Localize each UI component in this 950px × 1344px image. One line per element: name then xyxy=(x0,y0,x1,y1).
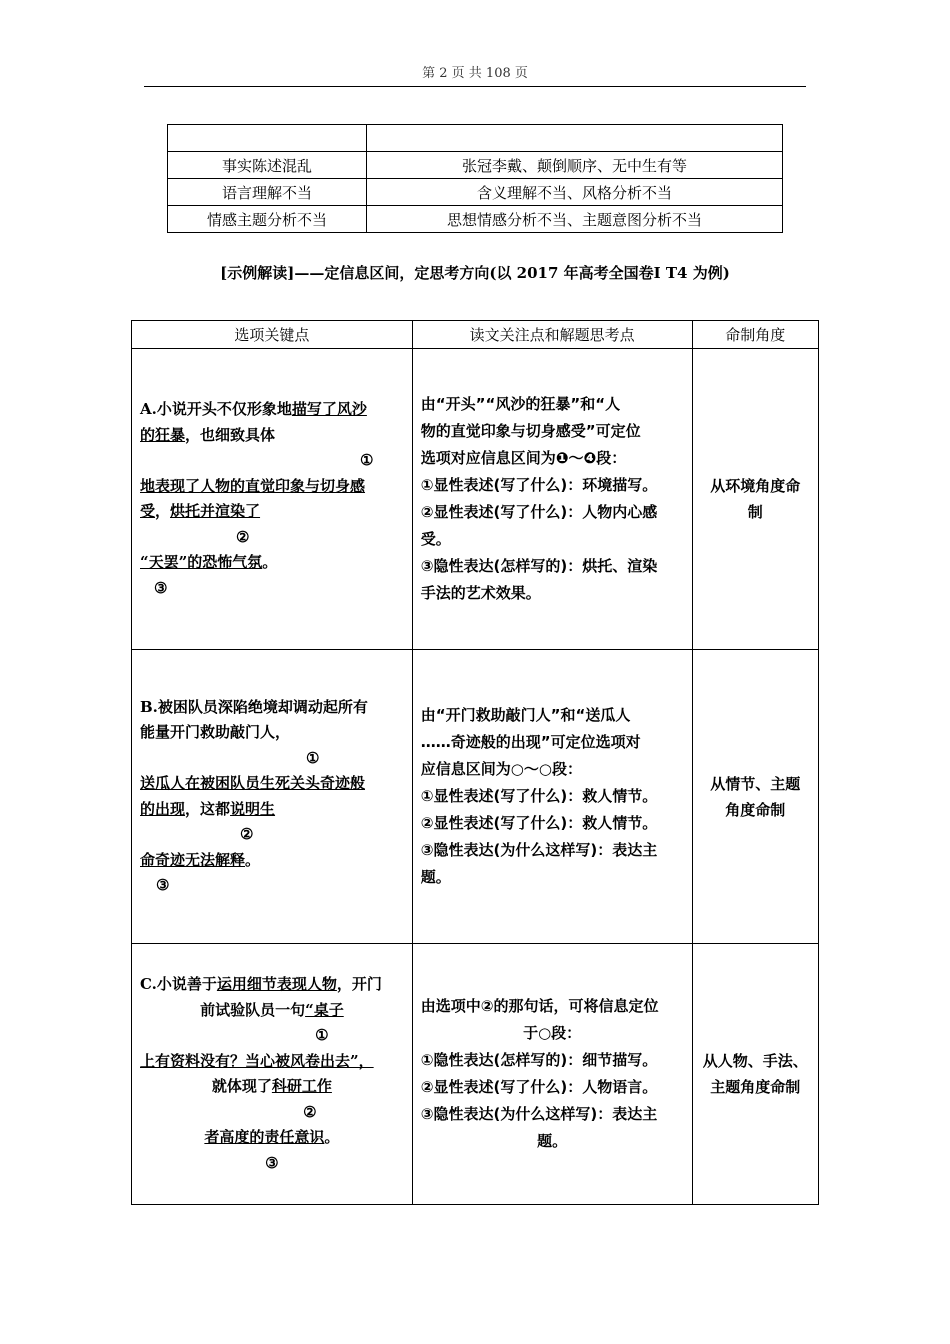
table-row xyxy=(168,206,783,233)
column-header: 读文关注点和解题思考点 xyxy=(412,321,692,349)
marker-number: ② xyxy=(303,1102,317,1121)
marker-number: ② xyxy=(236,527,250,546)
table-row xyxy=(132,349,819,650)
table-cell xyxy=(168,125,367,152)
option-text: 命奇迹无法解释 xyxy=(140,850,246,869)
angle-line: 主题角度命制 xyxy=(710,1078,801,1096)
option-text: 的狂暴 xyxy=(140,425,186,444)
marker-number: ③ xyxy=(154,578,168,597)
analysis-line: ①显性表述(写了什么)：救人情节。 xyxy=(420,787,658,805)
table-cell: 思想情感分析不当、主题意图分析不当 xyxy=(367,206,783,233)
table-cell: 情感主题分析不当 xyxy=(168,206,367,233)
analysis-line: 受。 xyxy=(420,530,451,548)
table-row xyxy=(132,650,819,944)
angle-cell xyxy=(692,650,819,944)
marker-number: ③ xyxy=(156,876,170,894)
angle-cell xyxy=(692,349,819,650)
angle-line: 从情节、主题 xyxy=(710,774,801,793)
analysis-line: ……奇迹般的出现”可定位选项对 xyxy=(420,733,641,751)
option-text: ，这都 xyxy=(185,799,231,818)
option-text: B.被困队员深陷绝境却调动起所有 xyxy=(140,697,368,716)
analysis-line: 由“开门救助敲门人”和“送瓜人 xyxy=(420,706,631,724)
option-text: 烘托并渲染了 xyxy=(170,502,261,520)
option-c-cell xyxy=(132,944,413,1205)
marker-number: ① xyxy=(360,451,374,469)
option-text: 送瓜人在被困队员生死关头奇迹般 xyxy=(140,774,366,792)
marker-number: ② xyxy=(240,825,254,843)
option-text: 说明生 xyxy=(230,799,276,818)
table-row xyxy=(132,944,819,1205)
analysis-line: 应信息区间为○～○段： xyxy=(420,760,582,778)
option-b-cell xyxy=(132,650,413,944)
option-text: ， xyxy=(155,502,171,520)
analysis-line: 由选项中②的那句话，可将信息定位 xyxy=(420,997,659,1015)
analysis-line: 选项对应信息区间为❶～❹段： xyxy=(420,449,627,467)
table-row xyxy=(168,179,783,206)
analysis-line: ③隐性表达(怎样写的)：烘托、渲染 xyxy=(420,557,658,575)
analysis-cell xyxy=(412,944,692,1205)
option-text: 描写了风沙 xyxy=(291,400,367,418)
option-text: 运用细节表现人物 xyxy=(216,975,337,993)
analysis-line: ①显性表述(写了什么)：环境描写。 xyxy=(420,476,658,494)
error-type-table xyxy=(167,124,783,233)
table-cell: 语言理解不当 xyxy=(168,179,367,206)
analysis-line: 题。 xyxy=(537,1132,568,1150)
option-text: 上有资料没有？当心被风卷出去”， xyxy=(140,1051,374,1070)
analysis-cell xyxy=(412,650,692,944)
option-text: 开门救助敲门人， xyxy=(170,723,291,741)
column-header: 选项关键点 xyxy=(132,321,413,349)
option-text: 。 xyxy=(324,1128,340,1146)
option-text: ，也细致具体 xyxy=(185,425,276,444)
angle-line: 从人物、手法、 xyxy=(702,1052,808,1070)
option-text: 科研工作 xyxy=(271,1077,332,1095)
option-text: 。 xyxy=(245,850,261,869)
angle-line: 从环境角度命 xyxy=(710,477,801,495)
option-text: 就体现了 xyxy=(211,1077,272,1095)
analysis-line: 手法的艺术效果。 xyxy=(420,584,541,602)
option-text: “天罢”的恐怖气氛 xyxy=(140,553,263,571)
analysis-cell xyxy=(412,349,692,650)
analysis-line: ③隐性表达(为什么这样写)：表达主 xyxy=(420,841,658,859)
table-cell: 事实陈述混乱 xyxy=(168,152,367,179)
marker-number: ① xyxy=(306,748,320,767)
section-heading: [示例解读]——定信息区间，定思考方向(以 2017 年高考全国卷Ⅰ T4 为例) xyxy=(220,264,730,282)
option-a-cell xyxy=(132,349,413,650)
option-text: “桌子 xyxy=(305,1000,344,1019)
analysis-line: 物的直觉印象与切身感受”可定位 xyxy=(420,422,641,440)
analysis-line: 题。 xyxy=(420,868,451,886)
table-cell xyxy=(367,125,783,152)
option-text: 受 xyxy=(140,502,156,520)
option-text: 能量 xyxy=(140,723,171,741)
option-text: ，开门 xyxy=(336,975,382,993)
table-row xyxy=(168,125,783,152)
table-cell: 含义理解不当、风格分析不当 xyxy=(367,179,783,206)
example-analysis-table xyxy=(131,320,819,1205)
option-text: C.小说善于 xyxy=(140,975,217,993)
angle-cell xyxy=(692,944,819,1205)
analysis-line: 由“开头”“风沙的狂暴”和“人 xyxy=(420,395,621,413)
option-text: A.小说开头不仅形象地 xyxy=(140,400,292,418)
option-text: 。 xyxy=(262,553,278,571)
page-number: 第 2 页 共 108 页 xyxy=(422,66,528,81)
page-header xyxy=(144,62,806,87)
table-header-row xyxy=(132,321,819,349)
angle-line: 制 xyxy=(747,503,763,521)
column-header: 命制角度 xyxy=(692,321,819,349)
analysis-line: ③隐性表达(为什么这样写)：表达主 xyxy=(420,1105,658,1123)
analysis-line: 于○段： xyxy=(523,1024,582,1042)
table-row xyxy=(168,152,783,179)
analysis-line: ①隐性表达(怎样写的)：细节描写。 xyxy=(420,1051,658,1069)
option-text: 地表现了人物的直觉印象与切身感 xyxy=(140,476,366,495)
angle-line: 角度命制 xyxy=(725,800,786,819)
table-cell: 张冠李戴、颠倒顺序、无中生有等 xyxy=(367,152,783,179)
option-text: 的出现 xyxy=(140,799,186,818)
marker-number: ① xyxy=(315,1026,329,1044)
analysis-line: ②显性表述(写了什么)：人物内心感 xyxy=(420,503,658,521)
analysis-line: ②显性表述(写了什么)：人物语言。 xyxy=(420,1078,658,1096)
option-text: 前试验队员一句 xyxy=(200,1000,306,1019)
marker-number: ③ xyxy=(265,1153,279,1172)
analysis-line: ②显性表述(写了什么)：救人情节。 xyxy=(420,814,658,832)
option-text: 者高度的责任意识 xyxy=(204,1128,325,1146)
